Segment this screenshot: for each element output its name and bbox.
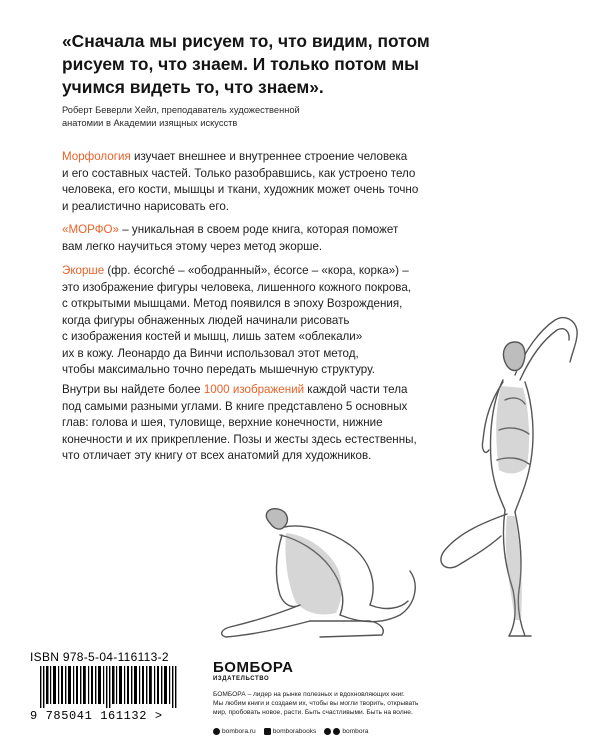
paragraph-line: чтобы максимально точно передать мышечную структуру.: [62, 363, 375, 376]
vk-link[interactable]: bomborabooks: [264, 728, 317, 735]
paragraph-line: конечности и их прикрепление. Позы и жесты здесь естественны,: [62, 432, 417, 446]
description-line: Мы любим книги и создаем их, чтобы вы могли творить, открывать: [213, 699, 419, 707]
pull-quote: [62, 30, 562, 99]
paragraph-morphology: [62, 149, 582, 215]
instagram-icon: [324, 728, 331, 735]
quote-line: «Сначала мы рисуем то, что видим, потом: [62, 31, 430, 51]
social-link[interactable]: bombora: [324, 728, 368, 735]
paragraph-line: когда фигуры обнаженных людей начинали рисовать: [62, 313, 350, 327]
paragraph-morpho: [62, 222, 582, 255]
publisher-links: [213, 728, 368, 735]
paragraph-line: вам легко научиться этому через метод экорше.: [62, 239, 323, 253]
paragraph-line: и его составных частей. Только разобравшись, как устроено тело: [62, 166, 416, 180]
paragraph-line: с открытыми мышцами. Метод появился в эпоху Возрождения,: [62, 297, 403, 310]
attribution-line: анатомии в Академии изящных искусств: [62, 118, 238, 128]
highlight-term: Морфология: [62, 150, 131, 163]
publisher-logo: [213, 660, 293, 683]
quote-line: рисуем то, что знаем. И только потом мы: [62, 54, 420, 74]
paragraph-line: это изображение фигуры человека, лишенного кожного покрова,: [62, 280, 412, 294]
paragraph-line: Внутри вы найдете более 1000 изображений каждой части тела: [62, 383, 408, 396]
description-line: БОМБОРА – лидер на рынке полезных и вдохновляющих книг.: [213, 691, 405, 698]
globe-icon: [213, 728, 220, 735]
highlight-term: 1000 изображений: [203, 383, 305, 396]
paragraph-line: что отличает эту книгу от всех анатомий для художников.: [62, 449, 372, 462]
publisher-subtitle: ИЗДАТЕЛЬСТВО: [213, 676, 270, 682]
publisher-name: БОМБОРА: [213, 659, 294, 676]
publisher-description: [213, 691, 463, 717]
barcode-digits: 9 785041 161132 >: [30, 709, 163, 723]
telegram-icon: [333, 728, 340, 735]
paragraph-line: Морфология изучает внешнее и внутреннее строение человека: [62, 150, 408, 163]
highlight-term: «МОРФО»: [62, 223, 120, 236]
paragraph-line: их в кожу. Леонардо да Винчи использовал этот метод,: [62, 346, 359, 360]
attribution-line: Роберт Беверли Хейл, преподаватель художественной: [62, 105, 300, 115]
vk-icon: [264, 728, 271, 735]
paragraph-line: «МОРФО» – уникальная в своем роде книга, которая поможет: [62, 223, 399, 236]
paragraph-line: Экорше (фр. écorché – «ободранный», écorce – «кора, корка») –: [62, 264, 409, 277]
highlight-term: Экорше: [62, 264, 105, 277]
paragraph-line: глав: голова и шея, туловище, верхние конечности, нижние: [62, 416, 383, 429]
seated-ecorche-illustration: [210, 505, 450, 645]
paragraph-line: человека, его кости, мышцы и ткани, художник может очень точно: [62, 183, 419, 196]
paragraph-line: и реалистично нарисовать его.: [62, 199, 230, 213]
website-link[interactable]: bombora.ru: [213, 728, 256, 735]
isbn-number: ISBN 978-5-04-116113-2: [30, 650, 169, 664]
quote-line: учимся видеть то, что знаем».: [62, 77, 324, 97]
description-line: мир, пробовать новое, расти. Быть счастливыми. Быть на волне.: [213, 708, 413, 716]
quote-attribution: [62, 104, 362, 130]
paragraph-line: под самыми разными углами. В книге представлено 5 основных: [62, 399, 408, 413]
paragraph-line: с изображения костей и мышц, лишь затем «облекали»: [62, 330, 363, 343]
barcode-graphic: [40, 666, 190, 708]
